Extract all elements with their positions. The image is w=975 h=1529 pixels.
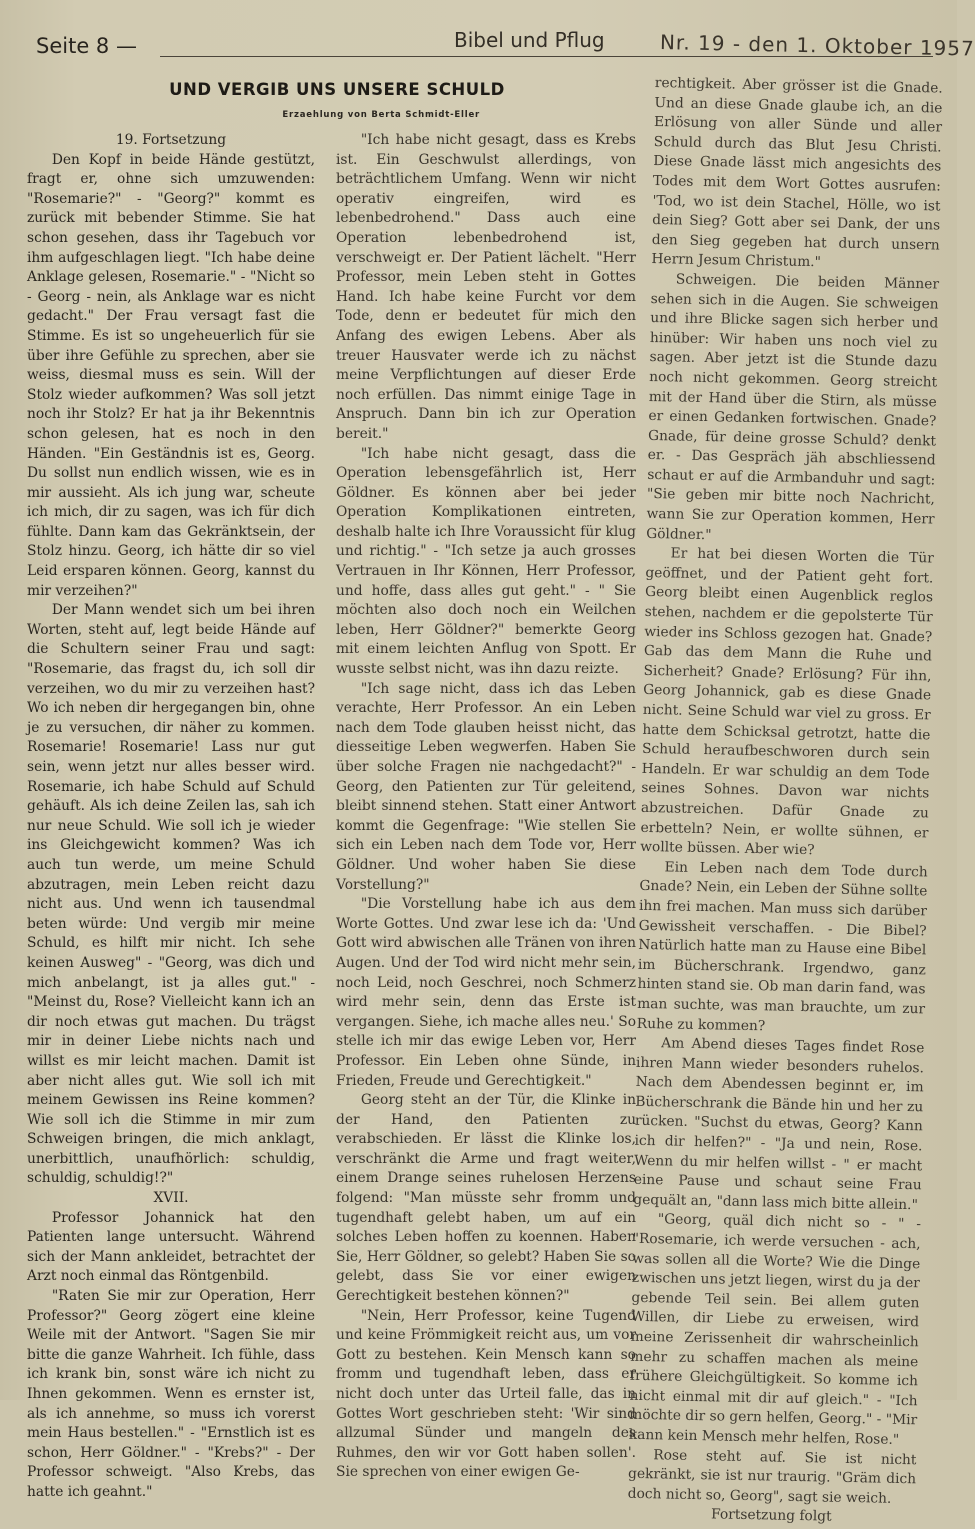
page-number: Seite 8 — bbox=[36, 34, 137, 58]
paragraph: Schweigen. Die beiden Männer sehen sich in die Augen. Sie schweigen und ihre Blicke sagen sich herber und hinüber: Wir haben uns noch viel zu sagen. Aber jetzt ist die Stunde dazu noch nicht gekommen. Georg streicht mit der Hand über die Stirn, als müsse er einen Gedanken fortwischen. Gnade? Gnade, für deine grosse Schuld? denkt er. - Das Gespräch jäh abschliessend schaut er auf die Armbanduhr und sagt: "Sie geben mir bitte noch Nachricht, wann Sie zur Operation kommen, Herr Göldner." bbox=[646, 271, 940, 543]
paragraph: "Nein, Herr Professor, keine Tugend und keine Frömmigkeit reicht aus, um vor Gott zu bestehen. Kein Mensch kann so fromm und tugendhaft leben, dass er nicht doch unter das Urteil falle, das in Gottes Wort geschrieben steht: 'Wir sind allzumal Sünder und mangeln des Ruhmes, den wir vor Gott haben sollen'. Sie sprechen von einer ewigen Ge- bbox=[336, 1307, 636, 1481]
paragraph: Den Kopf in beide Hände gestützt, fragt er, ohne sich umzuwenden: "Rosemarie?" - "Georg?" kommt es zurück mit bebender Stimme. Sie hat schon gesehen, dass ihr Tagebuch vor ihm aufgeschlagen liegt. "Ich habe deine Anklage gelesen, Rosemarie." - "Nicht so - Georg - nein, als Anklage war es nicht gedacht." Der Frau versagt fast die Stimme. Es ist so ungeheuerlich für sie über ihre Gefühle zu sprechen, aber sie weiss, diesmal muss es sein. Will der Stolz wieder aufkommen? Was soll jetzt noch ihr Stolz? Er hat ja ihr Bekenntnis schon gelesen, hat es noch in den Händen. "Ein Geständnis ist es, Georg. Du sollst nun endlich wissen, wie es in mir aussieht. Als ich jung war, scheute ich mich, dir zu sagen, was ich für dich fühlte. Dann kam das Gekränktsein, der Stolz hinzu. Georg, ich hätte dir so viel Leid ersparen können. Georg, kannst du mir verzeihen?" bbox=[27, 151, 315, 599]
text-column-2 bbox=[336, 131, 636, 1481]
continued-note: Fortsetzung folgt bbox=[710, 1506, 832, 1525]
text-column-1 bbox=[27, 131, 315, 1500]
paragraph: Georg steht an der Tür, die Klinke in der Hand, den Patienten zu verabschieden. Er lässt die Klinke los, verschränkt die Arme und fragt weiter, einem Drange seines ruhelosen Herzens folgend: "Man müsste sehr fromm und tugendhaft gelebt haben, um auf ein solches Leben hoffen zu koennen. Haben Sie, Herr Göldner, so gelebt? Haben Sie so gelebt, dass Sie vor einer ewigen Gerechtigkeit bestehen können?" bbox=[336, 1092, 636, 1305]
paragraph: 19. Fortsetzung bbox=[115, 132, 227, 148]
paragraph: "Die Vorstellung habe ich aus dem Worte Gottes. Und zwar lese ich da: 'Und Gott wird abwischen alle Tränen von ihren Augen. Und der Tod wird nicht mehr sein, noch Leid, noch Geschrei, noch Schmerz wird mehr sein, denn das Erste ist vergangen. Siehe, ich mache alles neu.' So stelle ich mir das ewige Leben vor, Herr Professor. Ein Leben ohne Sünde, in Frieden, Freude und Gerechtigkeit." bbox=[336, 896, 636, 1089]
paragraph: "Raten Sie mir zur Operation, Herr Professor?" Georg zögert eine kleine Weile mit der Antwort. "Sagen Sie mir bitte die ganze Wahrheit. Ich fühle, dass ich krank bin, sonst wäre ich nicht zu Ihnen gekommen. Wenn es ernster ist, als ich annehme, so muss ich vorerst mein Haus bestellen." - "Ernstlich ist es schon, Herr Göldner." - "Krebs?" - Der Professor schweigt. "Also Krebs, das hatte ich geahnt." bbox=[27, 1288, 315, 1500]
page-header bbox=[30, 22, 975, 61]
paragraph: "Georg, quäl dich nicht so - " - "Rosemarie, ich werde versuchen - ach, was sollen all die Worte? Wie die Dinge zwischen uns jetzt liegen, wirst du ja der gebende Teil sein. Bei allem guten Willen, dir Liebe zu erweisen, wird meine Zerissenheit dir wahrscheinlich mehr zu schaffen machen als meine frühere Gleichgültigkeit. So komme ich nicht einmal mit dir auf gleich." - "Ich möchte dir so gern helfen, Georg." - "Mir kann kein Mensch mehr helfen, Rose." bbox=[628, 1211, 922, 1448]
paragraph: rechtigkeit. Aber grösser ist die Gnade. Und an diese Gnade glaube ich, an die Erlösung von aller Sünde und aller Schuld durch das Blut Jesu Christi. Diese Gnade lässt mich angesichts des Todes mit dem Wort Gottes ausrufen: 'Tod, wo ist dein Stachel, Hölle, wo ist dein Sieg? Gott aber sei Dank, der uns den Sieg gegeben hat durch unsern Herrn Jesum Christum." bbox=[651, 74, 943, 271]
paragraph: Der Mann wendet sich um bei ihren Worten, steht auf, legt beide Hände auf die Schultern seiner Frau und sagt: "Rosemarie, das fragst du, ich soll dir verzeihen, wo du mir zu verzeihen hast? Wo ich neben dir hergegangen bin, ohne je zu versuchen, dir näher zu kommen. Rosemarie! Rosemarie! Lass nur gut sein, wenn jetzt nur alles besser wird. Rosemarie, ich habe Schuld auf Schuld gehäuft. Als ich deine Zeilen las, sah ich nur neue Schuld. Wie soll ich je wieder ins Gleichgewicht kommen? Was ich auch tun werde, um meine Schuld abzutragen, mein Leben reicht dazu nicht aus. Und wenn ich tausendmal beten würde: Und vergib mir meine Schuld, es hilft mir nicht. Ich sehe keinen Ausweg" - "Georg, was dich und mich anbelangt, ist ja alles gut." - "Meinst du, Rose? Vielleicht kann ich an dir noch etwas gut machen. Du trägst mir in deiner Liebe nichts nach und willst es mir leicht machen. Damit ist aber nicht alles gut. Wie soll ich mit meinem Gewissen ins Reine kommen? Wie soll ich die Stimme in mir zum Schweigen bringen, die mich anklagt, unerbittlich, unaufhörlich: schuldig, schuldig, schuldig!?" bbox=[27, 602, 315, 1187]
article-byline: Erzaehlung von Berta Schmidt-Eller bbox=[282, 110, 480, 120]
paragraph: Er hat bei diesen Worten die Tür geöffnet, und der Patient geht fort. Georg bleibt einen Augenblick reglos stehen, nachdem er die gepolsterte Tür wieder ins Schloss gezogen hat. Gnade? Gab das dem Mann die Ruhe und Sicherheit? Gnade? Erlösung? Für ihn, Georg Johannick, gab es diese Gnade nicht. Seine Schuld war viel zu gross. Er hatte dem Schicksal getrotzt, hatte die Schuld heraufbeschworen durch sein Handeln. Er war schuldig an dem Tode seines Sohnes. Davon war nichts abzustreichen. Dafür Gnade zu erbetteln? Nein, er wollte sühnen, er wollte büssen. Aber wie? bbox=[640, 545, 934, 859]
issue-date: Nr. 19 - den 1. Oktober 1957 bbox=[659, 30, 975, 61]
paragraph: "Ich habe nicht gesagt, dass es Krebs ist. Ein Geschwulst allerdings, von beträchtlichem Umfang. Wenn wir nicht operativ eingreifen, wird es lebenbedrohend." Dass auch eine Operation lebenbedrohend ist, verschweigt er. Der Patient lächelt. "Herr Professor, mein Leben steht in Gottes Hand. Ich habe keine Furcht vor dem Tode, denn er bedeutet für mich den Anfang des ewigen Lebens. Aber als treuer Hausvater werde ich zu nächst meine Verpflichtungen auf dieser Erde noch erfüllen. Das nimmt einige Tage in Anspruch. Dann bin ich zur Operation bereit." bbox=[336, 132, 636, 442]
paragraph: "Ich habe nicht gesagt, dass die Operation lebensgefährlich ist, Herr Göldner. Es können aber bei jeder Operation Komplikationen eintreten, deshalb halte ich Ihre Voraussicht für klug und richtig." - "Ich setze ja auch grosses Vertrauen in Ihr Können, Herr Professor, und hoffe, dass alles gut geht." - " Sie möchten also doch noch ein Weilchen leben, Herr Göldner?" bemerkte Georg mit einem leichten Anflug von Spott. Er wusste selbst nicht, was ihn dazu reizte. bbox=[336, 445, 636, 678]
paragraph: Professor Johannick hat den Patienten lange untersucht. Während sich der Mann ankleidet, betrachtet der Arzt noch einmal das Röntgenbild. bbox=[27, 1209, 315, 1285]
paragraph: Ein Leben nach dem Tode durch Gnade? Nein, ein Leben der Sühne sollte ihn frei machen. Man muss sich darüber Gewissheit verschaffen. - Die Bibel? Natürlich hatte man zu Hause eine Bibel im Bücherschrank. Irgendwo, ganz hinten stand sie. Ob man darin fand, was man suchte, was man brauchte, um zur Ruhe zu kommen? bbox=[636, 859, 928, 1034]
paragraph: Rose steht auf. Sie ist nicht gekränkt, sie ist nur traurig. "Gräm dich doch nicht so, Georg", sagt sie weich. bbox=[627, 1446, 917, 1507]
paragraph: Am Abend dieses Tages findet Rose ihren Mann wieder besonders ruhelos. Nach dem Abendessen beginnt er, im Bücherschrank die Bände hin und her zu rücken. "Suchst du etwas, Georg? Kann ich dir helfen?" - "Ja und nein, Rose. Wenn du mir helfen willst - " er macht eine Pause und schaut seine Frau gequält an, "dann lass mich bitte allein." bbox=[633, 1035, 925, 1214]
header-rule bbox=[160, 56, 933, 57]
text-column-3 bbox=[627, 74, 943, 1525]
chapter-heading: XVII. bbox=[153, 1190, 189, 1207]
paragraph: "Ich sage nicht, dass ich das Leben verachte, Herr Professor. An ein Leben nach dem Tode glauben heisst nicht, das diesseitige Leben wegwerfen. Haben Sie über solche Fragen nie nachgedacht?" - Georg, den Patienten zur Tür geleitend, bleibt sinnend stehen. Statt einer Antwort kommt die Gegenfrage: "Wie stellen Sie sich ein Leben nach dem Tode vor, Herr Göldner. Und woher haben Sie diese Vorstellung?" bbox=[336, 680, 636, 893]
publication-name: Bibel und Pflug bbox=[454, 28, 605, 52]
article-title: UND VERGIB UNS UNSERE SCHULD bbox=[169, 80, 505, 99]
